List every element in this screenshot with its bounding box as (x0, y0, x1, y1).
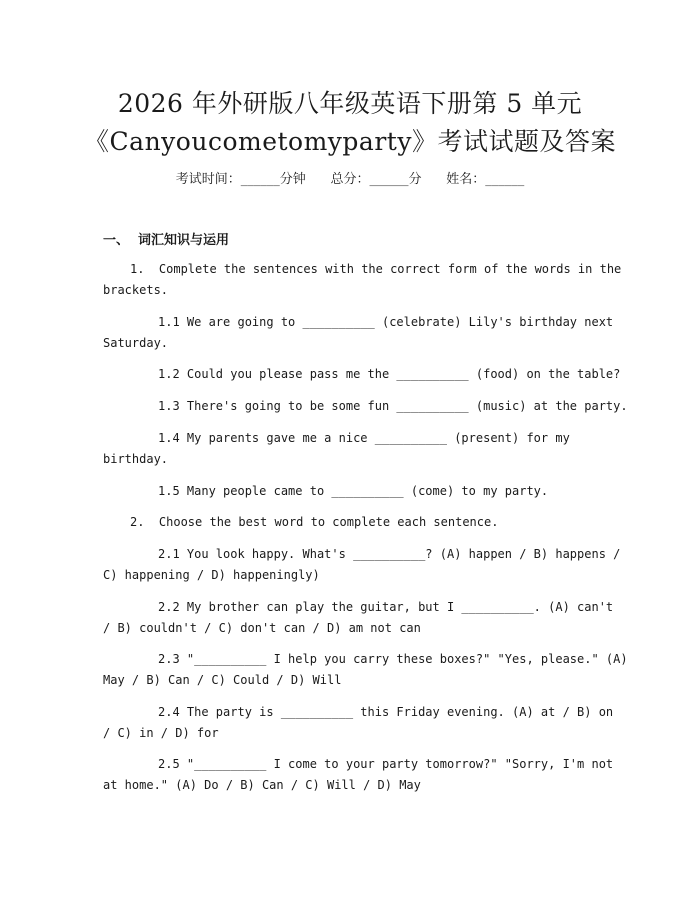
question-2-3-line-1: 2.3 "__________ I help you carry these boxes?" "Yes, please." (A) (158, 652, 628, 666)
exam-info-line: 考试时间：______分钟 总分：______分 姓名：______ (175, 172, 525, 187)
question-2-1-line-1: 2.1 You look happy. What's __________? (A) happen / B) happens / (158, 547, 621, 561)
question-1-4-line-2: birthday. (103, 452, 169, 466)
question-2-5-line-2: at home." (A) Do / B) Can / C) Will / D) May (103, 778, 421, 792)
question-2-2-line-1: 2.2 My brother can play the guitar, but I __________. (A) can't (158, 600, 614, 614)
question-1-3-line-1: 1.3 There's going to be some fun __________ (music) at the party. (158, 399, 628, 413)
question-2-line-1: 2. Choose the best word to complete each sentence. (130, 515, 499, 529)
question-1-line-2: brackets. (103, 283, 169, 297)
question-2-5-line-1: 2.5 "__________ I come to your party tomorrow?" "Sorry, I'm not (158, 757, 614, 771)
question-2-1-line-2: C) happening / D) happeningly) (103, 568, 320, 582)
question-1-line-1: 1. Complete the sentences with the correct form of the words in the (130, 262, 622, 276)
title-line-2: 《Canyoucometomyparty》考试试题及答案 (84, 127, 616, 156)
question-1-4-line-1: 1.4 My parents gave me a nice __________ (present) for my (158, 431, 570, 445)
question-1-1-line-1: 1.1 We are going to __________ (celebrate) Lily's birthday next (158, 315, 614, 329)
question-1-5-line-1: 1.5 Many people came to __________ (come) to my party. (158, 484, 549, 498)
question-1-2-line-1: 1.2 Could you please pass me the __________ (food) on the table? (158, 367, 621, 381)
section-heading: 一、 词汇知识与运用 (103, 233, 230, 248)
question-1-1-line-2: Saturday. (103, 336, 169, 350)
question-2-4-line-2: / C) in / D) for (103, 726, 219, 740)
question-2-3-line-2: May / B) Can / C) Could / D) Will (103, 673, 342, 687)
question-2-4-line-1: 2.4 The party is __________ this Friday evening. (A) at / B) on (158, 705, 614, 719)
title-line-1: 2026 年外研版八年级英语下册第 5 单元 (117, 89, 583, 118)
question-2-2-line-2: / B) couldn't / C) don't can / D) am not can (103, 621, 421, 635)
